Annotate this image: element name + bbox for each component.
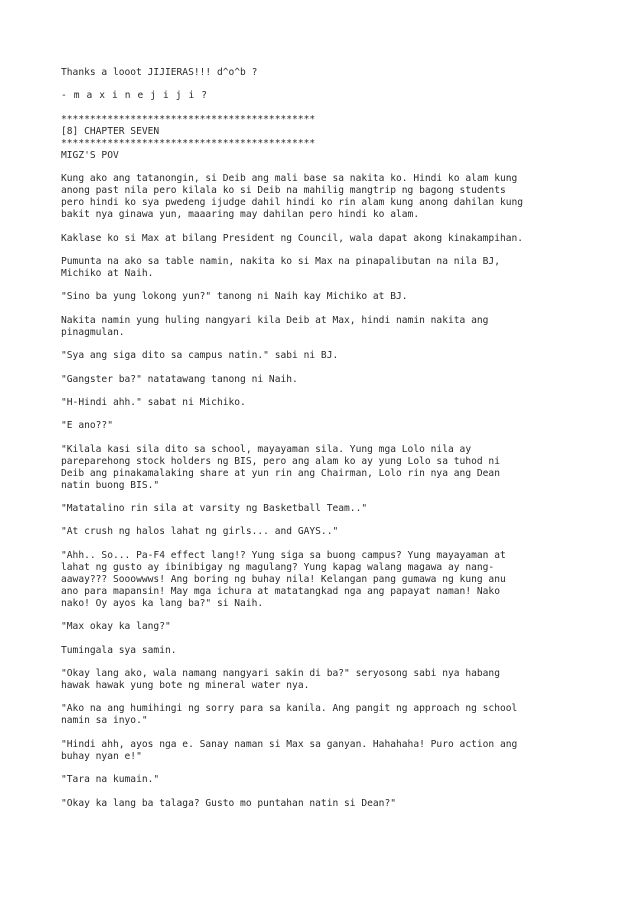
dialogue-line: "Sino ba yung lokong yun?" tanong ni Naih kay Michiko at BJ. (61, 291, 408, 303)
paragraph: Kaklase ko si Max at bilang President ng Council, wala dapat akong kinakampihan. (61, 232, 524, 244)
dialogue-line: "Kilala kasi sila dito sa school, mayayaman sila. Yung mga Lolo nila ay pareparehong stock holders ng BIS, pero ang alam ko ay yung Lolo sa tuhod ni Deib ang pinakamalaking share at yun rin ang Chairman, Lolo rin nya ang Dean natin buong BIS." (61, 443, 500, 491)
dialogue-line: "Matatalino rin sila at varsity ng Basketball Team.." (61, 503, 368, 515)
dialogue-line: "Gangster ba?" natatawang tanong ni Naih. (61, 373, 298, 385)
dialogue-line: "Ahh.. So... Pa-F4 effect lang!? Yung siga sa buong campus? Yung mayayaman at lahat ng gusto ay ibinibigay ng magulang? Yung kapag walang magawa ay nang- aaway??? Sooowwws! Ang boring ng buhay nila! Kelangan pang gumawa ng kung anu ano para mapansin! May mga ichura at matatangkad nga ang papayat naman! Nako nako! Oy ayos ka lang ba?" si Naih. (61, 549, 506, 609)
paragraph: Nakita namin yung huling nangyari kila Deib at Max, hindi namin nakita ang pinagmulan. (61, 314, 489, 338)
paragraph: Pumunta na ako sa table namin, nakita ko si Max na pinapalibutan na nila BJ, Michiko at Naih. (61, 255, 500, 279)
dialogue-line: "Okay ka lang ba talaga? Gusto mo puntahan natin si Dean?" (61, 797, 397, 809)
dialogue-line: "H-Hindi ahh." sabat ni Michiko. (61, 396, 246, 408)
dialogue-line: "Tara na kumain." (61, 774, 160, 786)
dialogue-line: "Ako na ang humihingi ng sorry para sa kanila. Ang pangit ng approach ng school namin sa inyo." (61, 703, 518, 727)
author-signature: - m a x i n e j i j i ? (61, 90, 208, 102)
paragraph: Kung ako ang tatanongin, si Deib ang mali base sa nakita ko. Hindi ko alam kung anong past nila pero kilala ko si Deib na mahilig mangtrip ng bagong students pero hindi ko sya pwedeng ijudge dahil hindi ko rin alam kung anong dahilan kung bakit nya ginawa yun, maaaring may dahilan pero hindi ko alam. (61, 173, 524, 221)
thanks-line: Thanks a looot JIJIERAS!!! d^o^b ? (61, 67, 258, 78)
dialogue-line: "At crush ng halos lahat ng girls... and GAYS.." (61, 526, 339, 538)
dialogue-line: "Sya ang siga dito sa campus natin." sabi ni BJ. (61, 350, 339, 362)
chapter-header: ******************************************** [8] CHAPTER SEVEN ******************************************** MIGZ'S POV (61, 113, 316, 161)
dialogue-line: "Max okay ka lang?" (61, 621, 171, 633)
dialogue-line: "Okay lang ako, wala namang nangyari sakin di ba?" seryosong sabi nya habang hawak hawak yung bote ng mineral water nya. (61, 668, 500, 692)
dialogue-line: "Hindi ahh, ayos nga e. Sanay naman si Max sa ganyan. Hahahaha! Puro action ang buhay nyan e!" (61, 738, 518, 762)
dialogue-line: "E ano??" (61, 420, 113, 432)
paragraph: Tumingala sya samin. (61, 644, 177, 656)
